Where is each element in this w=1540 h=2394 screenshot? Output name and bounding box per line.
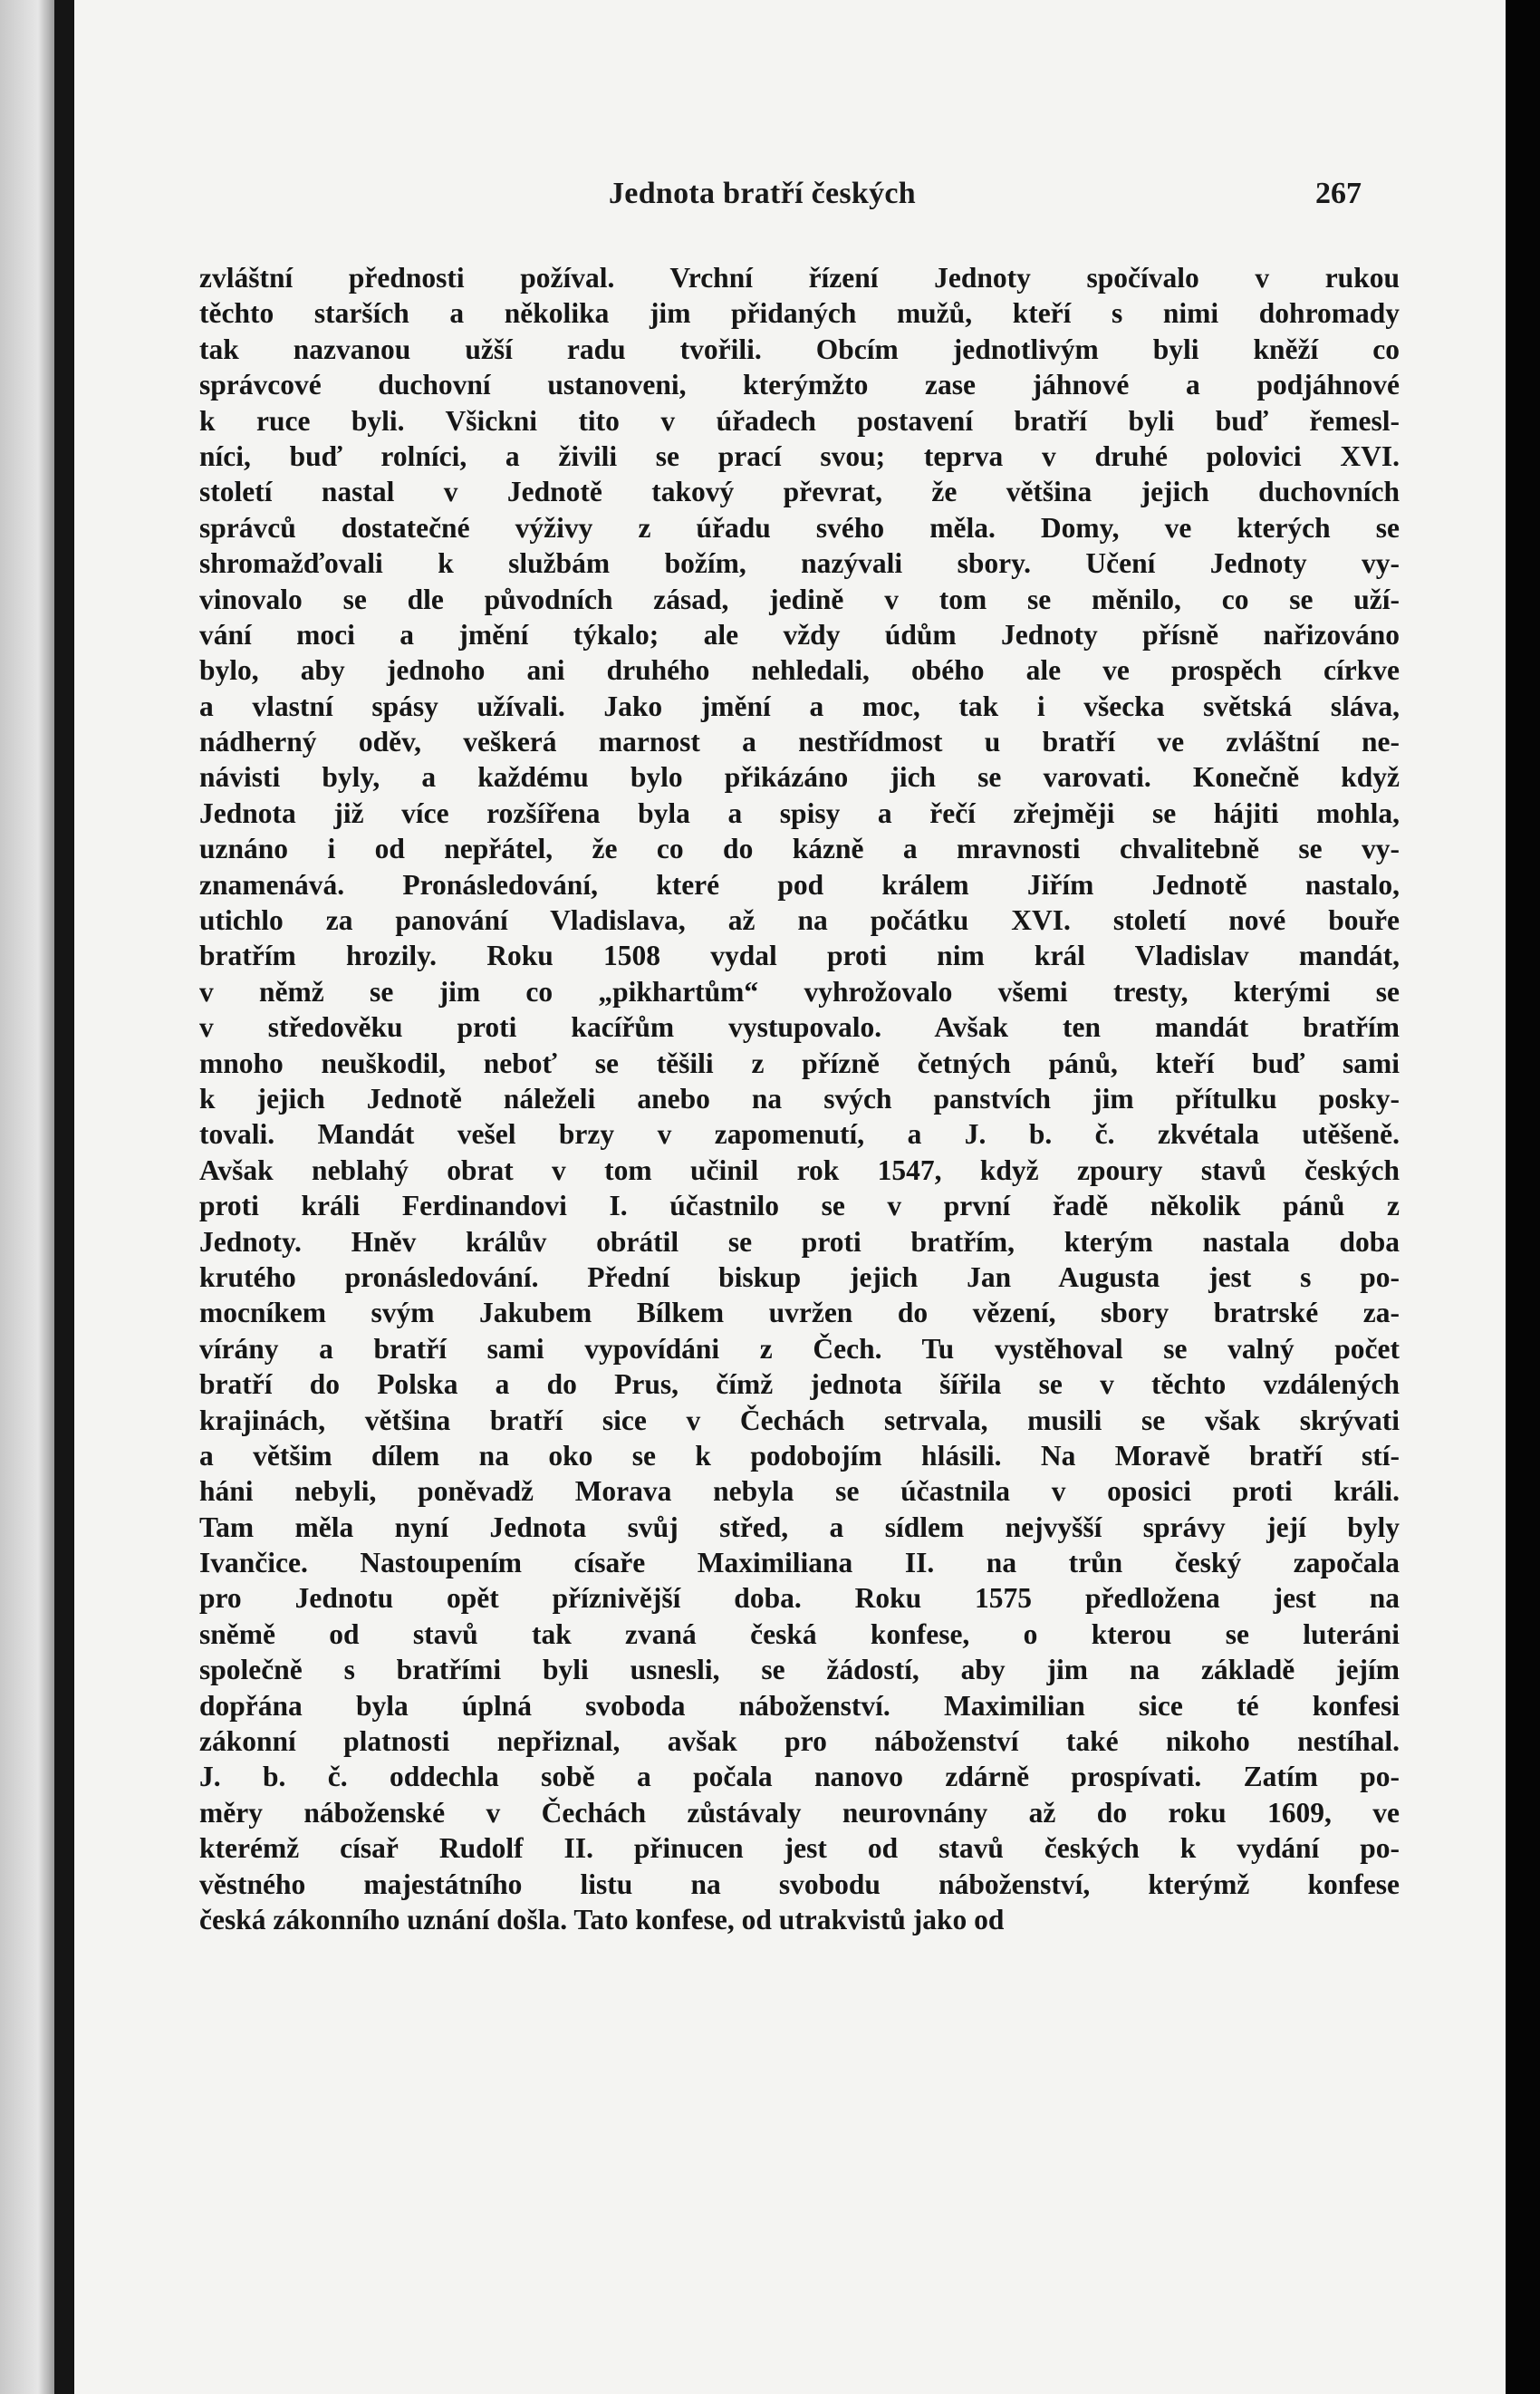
text-line: zvláštní přednosti požíval. Vrchní řízení Jednoty spočívalo v rukou [199, 262, 1400, 294]
text-line: a většim dílem na oko se k podobojím hlásili. Na Moravě bratří stí- [199, 1439, 1400, 1472]
text-line: shromažďovali k službám božím, nazývali sbory. Učení Jednoty vy- [199, 547, 1400, 580]
page-number: 267 [1315, 177, 1362, 210]
text-line: století nastal v Jednotě takový převrat, že většina jejich duchovních [199, 476, 1400, 508]
text-line: správců dostatečné výživy z úřadu svého měla. Domy, ve kterých se [199, 511, 1400, 544]
text-line: věstného majestátního listu na svobodu náboženství, kterýmž konfese [199, 1868, 1400, 1900]
text-line: v středověku proti kacířům vystupovalo. Avšak ten mandát bratřím [199, 1011, 1400, 1044]
text-line: návisti byly, a každému bylo přikázáno jich se varovati. Konečně když [199, 761, 1400, 794]
text-line: mnoho neuškodil, neboť se těšili z přízně četných pánů, kteří buď sami [199, 1047, 1400, 1079]
text-line: k ruce byli. Všickni tito v úřadech postavení bratří byli buď řemesl- [199, 404, 1400, 437]
text-line: krajinách, většina bratří sice v Čechách setrvala, musili se však skrývati [199, 1404, 1400, 1436]
text-line: krutého pronásledování. Přední biskup jejich Jan Augusta jest s po- [199, 1260, 1400, 1293]
text-line: nádherný oděv, veškerá marnost a nestřídmost u bratří ve zvláštní ne- [199, 726, 1400, 758]
previous-page-edge [0, 0, 54, 2394]
text-line: těchto starších a několika jim přidaných mužů, kteří s nimi dohromady [199, 297, 1400, 330]
text-line: měry náboženské v Čechách zůstávaly neurovnány až do roku 1609, ve [199, 1796, 1400, 1829]
text-line: Ivančice. Nastoupením císaře Maximiliana II. na trůn český započala [199, 1547, 1400, 1579]
running-title: Jednota bratří českých [609, 177, 917, 210]
text-line: Jednota již více rozšířena byla a spisy a řečí zřejměji se hájiti mohla, [199, 796, 1400, 829]
book-gutter [54, 0, 74, 2394]
text-line: vírány a bratří sami vypovídáni z Čech. Tu vystěhoval se valný počet [199, 1332, 1400, 1365]
text-line: uznáno i od nepřátel, že co do kázně a mravnosti chvalitebně se vy- [199, 833, 1400, 865]
text-line: znamenává. Pronásledování, které pod králem Jiřím Jednotě nastalo, [199, 868, 1400, 901]
scan-border [1506, 0, 1540, 2394]
text-line: zákonní platnosti nepřiznal, avšak pro náboženství také nikoho nestíhal. [199, 1725, 1400, 1758]
text-line: společně s bratřími byli usnesli, se žádostí, aby jim na základě jejím [199, 1654, 1400, 1686]
text-line: bratří do Polska a do Prus, čímž jednota šířila se v těchto vzdálených [199, 1368, 1400, 1401]
text-line: bylo, aby jednoho ani druhého nehledali, obého ale ve prospěch církve [199, 654, 1400, 687]
text-line: k jejich Jednotě náleželi anebo na svých panstvích jim přítulku posky- [199, 1082, 1400, 1115]
text-line: J. b. č. oddechla sobě a počala nanovo zdárně prospívati. Zatím po- [199, 1761, 1400, 1793]
text-line: tovali. Mandát vešel brzy v zapomenutí, a J. b. č. zkvétala utěšeně. [199, 1118, 1400, 1151]
text-line: mocníkem svým Jakubem Bílkem uvržen do vězení, sbory bratrské za- [199, 1297, 1400, 1329]
text-line: vinovalo se dle původních zásad, jedině v tom se měnilo, co se uží- [199, 583, 1400, 615]
text-line: pro Jednotu opět příznivější doba. Roku 1575 předložena jest na [199, 1582, 1400, 1615]
text-line: utichlo za panování Vladislava, až na počátku XVI. století nové bouře [199, 904, 1400, 937]
text-line: Avšak neblahý obrat v tom učinil rok 1547, když zpoury stavů českých [199, 1154, 1400, 1186]
text-line: níci, buď rolníci, a živili se prací svou; teprva v druhé polovici XVI. [199, 439, 1400, 472]
text-line: dopřána byla úplná svoboda náboženství. Maximilian sice té konfesi [199, 1689, 1400, 1722]
text-line: česká zákonního uznání došla. Tato konfese, od utrakvistů jako od [199, 1903, 1005, 1935]
text-line: bratřím hrozily. Roku 1508 vydal proti nim král Vladislav mandát, [199, 940, 1400, 972]
running-header [74, 177, 1506, 213]
text-line: tak nazvanou užší radu tvořili. Obcím jednotlivým byli kněží co [199, 333, 1400, 365]
text-line: Tam měla nyní Jednota svůj střed, a sídlem nejvyšší správy její byly [199, 1511, 1400, 1543]
text-line: sněmě od stavů tak zvaná česká konfese, o kterou se luteráni [199, 1617, 1400, 1650]
text-line: v němž se jim co „pikhartům“ vyhrožovalo všemi tresty, kterými se [199, 975, 1400, 1008]
body-text [199, 260, 1400, 1937]
text-line: vání moci a jmění týkalo; ale vždy údům Jednoty přísně nařizováno [199, 618, 1400, 651]
text-line: správcové duchovní ustanoveni, kterýmžto zase jáhnové a podjáhnové [199, 369, 1400, 401]
text-line: kterémž císař Rudolf II. přinucen jest od stavů českých k vydání po- [199, 1832, 1400, 1865]
text-line: a vlastní spásy užívali. Jako jmění a moc, tak i všecka světská sláva, [199, 690, 1400, 722]
text-line: Jednoty. Hněv králův obrátil se proti bratřím, kterým nastala doba [199, 1225, 1400, 1258]
text-line: proti králi Ferdinandovi I. účastnilo se v první řadě několik pánů z [199, 1190, 1400, 1222]
text-line: háni nebyli, poněvadž Morava nebyla se účastnila v oposici proti králi. [199, 1475, 1400, 1508]
page [74, 0, 1506, 2394]
